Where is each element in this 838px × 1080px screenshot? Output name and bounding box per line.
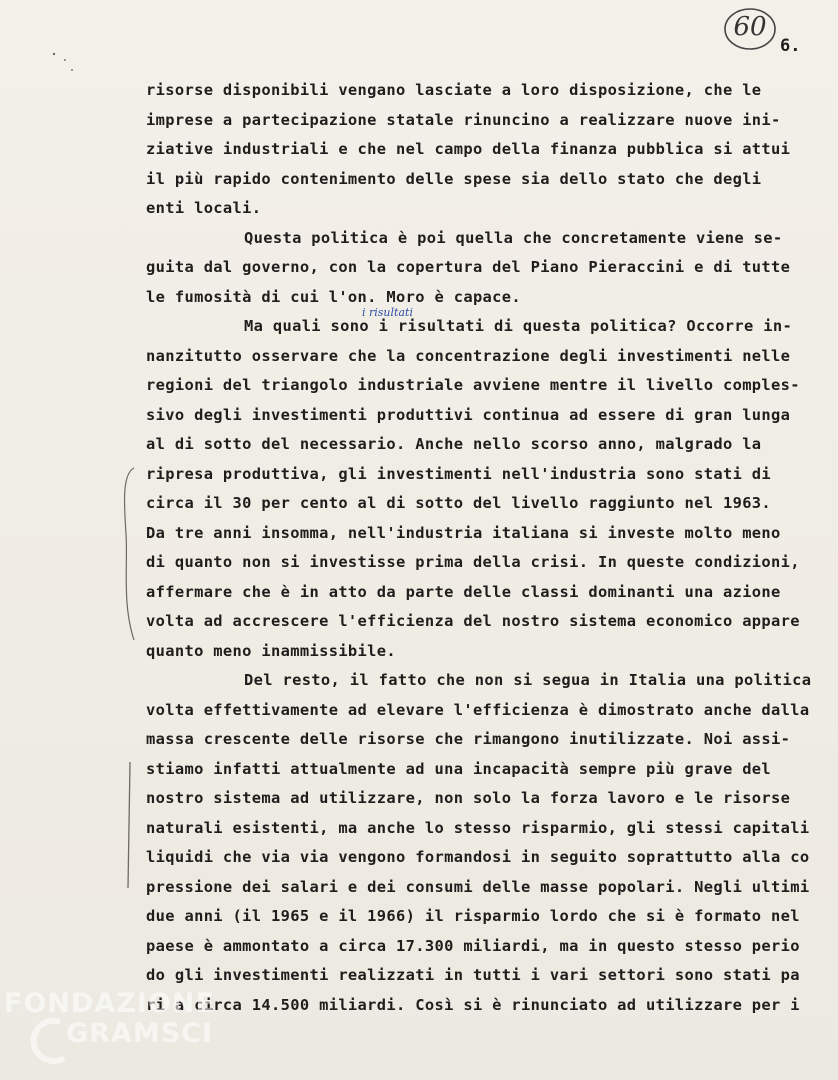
text-line: volta ad accrescere l'efficienza del nostro sistema economico appare bbox=[146, 612, 800, 630]
watermark-line1: FONDAZIONE bbox=[4, 988, 215, 1019]
text-line: ripresa produttiva, gli investimenti nell'industria sono stati di bbox=[146, 464, 772, 483]
text-line: pressione dei salari e dei consumi delle masse popolari. Negli ultimi bbox=[146, 877, 810, 896]
text-line: le fumosità di cui l'on. Moro è capace. bbox=[146, 287, 522, 306]
paper-specks bbox=[50, 48, 80, 78]
page-number: 6. bbox=[780, 36, 801, 56]
text-line: stiamo infatti attualmente ad una incapacità sempre più grave del bbox=[146, 759, 772, 778]
margin-bracket-upper bbox=[118, 464, 138, 648]
watermark-line2: GRAMSCI bbox=[66, 1018, 214, 1049]
watermark bbox=[4, 988, 214, 1078]
text-line: massa crescente delle risorse che rimangono inutilizzate. Noi assi- bbox=[146, 730, 791, 748]
text-line: nanzitutto osservare che la concentrazione degli investimenti nelle bbox=[146, 346, 791, 365]
text-line: di quanto non si investisse prima della crisi. In queste condizioni, bbox=[146, 553, 800, 571]
correction-text: i risultati bbox=[362, 306, 413, 319]
text-line: nostro sistema ad utilizzare, non solo la forza lavoro e le risorse bbox=[146, 789, 791, 807]
text-line: naturali esistenti, ma anche lo stesso risparmio, gli stessi capitali bbox=[146, 818, 810, 837]
margin-bracket-lower bbox=[120, 760, 136, 894]
text-line: al di sotto del necessario. Anche nello scorso anno, malgrado la bbox=[146, 435, 762, 453]
text-line: ziative industriali e che nel campo della finanza pubblica si attui bbox=[146, 140, 791, 158]
text-line: Questa politica è poi quella che concretamente viene se- bbox=[244, 228, 783, 247]
text-line: do gli investimenti realizzati in tutti i vari settori sono stati pa bbox=[146, 966, 800, 984]
text-line: ri a circa 14.500 miliardi. Così si è rinunciato ad utilizzare per i bbox=[146, 995, 800, 1014]
text-line: il più rapido contenimento delle spese sia dello stato che degli bbox=[146, 169, 762, 188]
text-line: regioni del triangolo industriale avviene mentre il livello comples- bbox=[146, 376, 800, 394]
text-line: circa il 30 per cento al di sotto del livello raggiunto nel 1963. bbox=[146, 494, 772, 512]
typed-text-block bbox=[146, 76, 826, 1020]
handwritten-correction bbox=[362, 306, 413, 319]
text-line: volta effettivamente ad elevare l'efficienza è dimostrato anche dalla bbox=[146, 700, 810, 719]
text-line: liquidi che via via vengono formandosi in seguito soprattutto alla co bbox=[146, 848, 810, 866]
text-line: paese è ammontato a circa 17.300 miliardi, ma in questo stesso perio bbox=[146, 936, 800, 955]
text-line: sivo degli investimenti produttivi continua ad essere di gran lunga bbox=[146, 405, 791, 424]
text-line: affermare che è in atto da parte delle classi dominanti una azione bbox=[146, 582, 781, 601]
text-line: imprese a partecipazione statale rinuncino a realizzare nuove ini- bbox=[146, 110, 781, 129]
watermark-logo-icon bbox=[30, 1014, 70, 1078]
text-line: due anni (il 1965 e il 1966) il risparmio lordo che si è formato nel bbox=[146, 907, 800, 925]
text-line: Ma quali sono i risultati di questa politica? Occorre in- bbox=[244, 317, 793, 335]
text-line: guita dal governo, con la copertura del Piano Pieraccini e di tutte bbox=[146, 258, 791, 276]
text-line: Da tre anni insomma, nell'industria italiana si investe molto meno bbox=[146, 523, 781, 542]
text-line: enti locali. bbox=[146, 199, 262, 217]
text-line: quanto meno inammissibile. bbox=[146, 641, 397, 660]
text-line: Del resto, il fatto che non si segua in Italia una politica bbox=[244, 671, 812, 689]
folio-stamp bbox=[720, 4, 780, 54]
text-line: risorse disponibili vengano lasciate a loro disposizione, che le bbox=[146, 81, 762, 99]
folio-number: 60 bbox=[733, 12, 767, 42]
